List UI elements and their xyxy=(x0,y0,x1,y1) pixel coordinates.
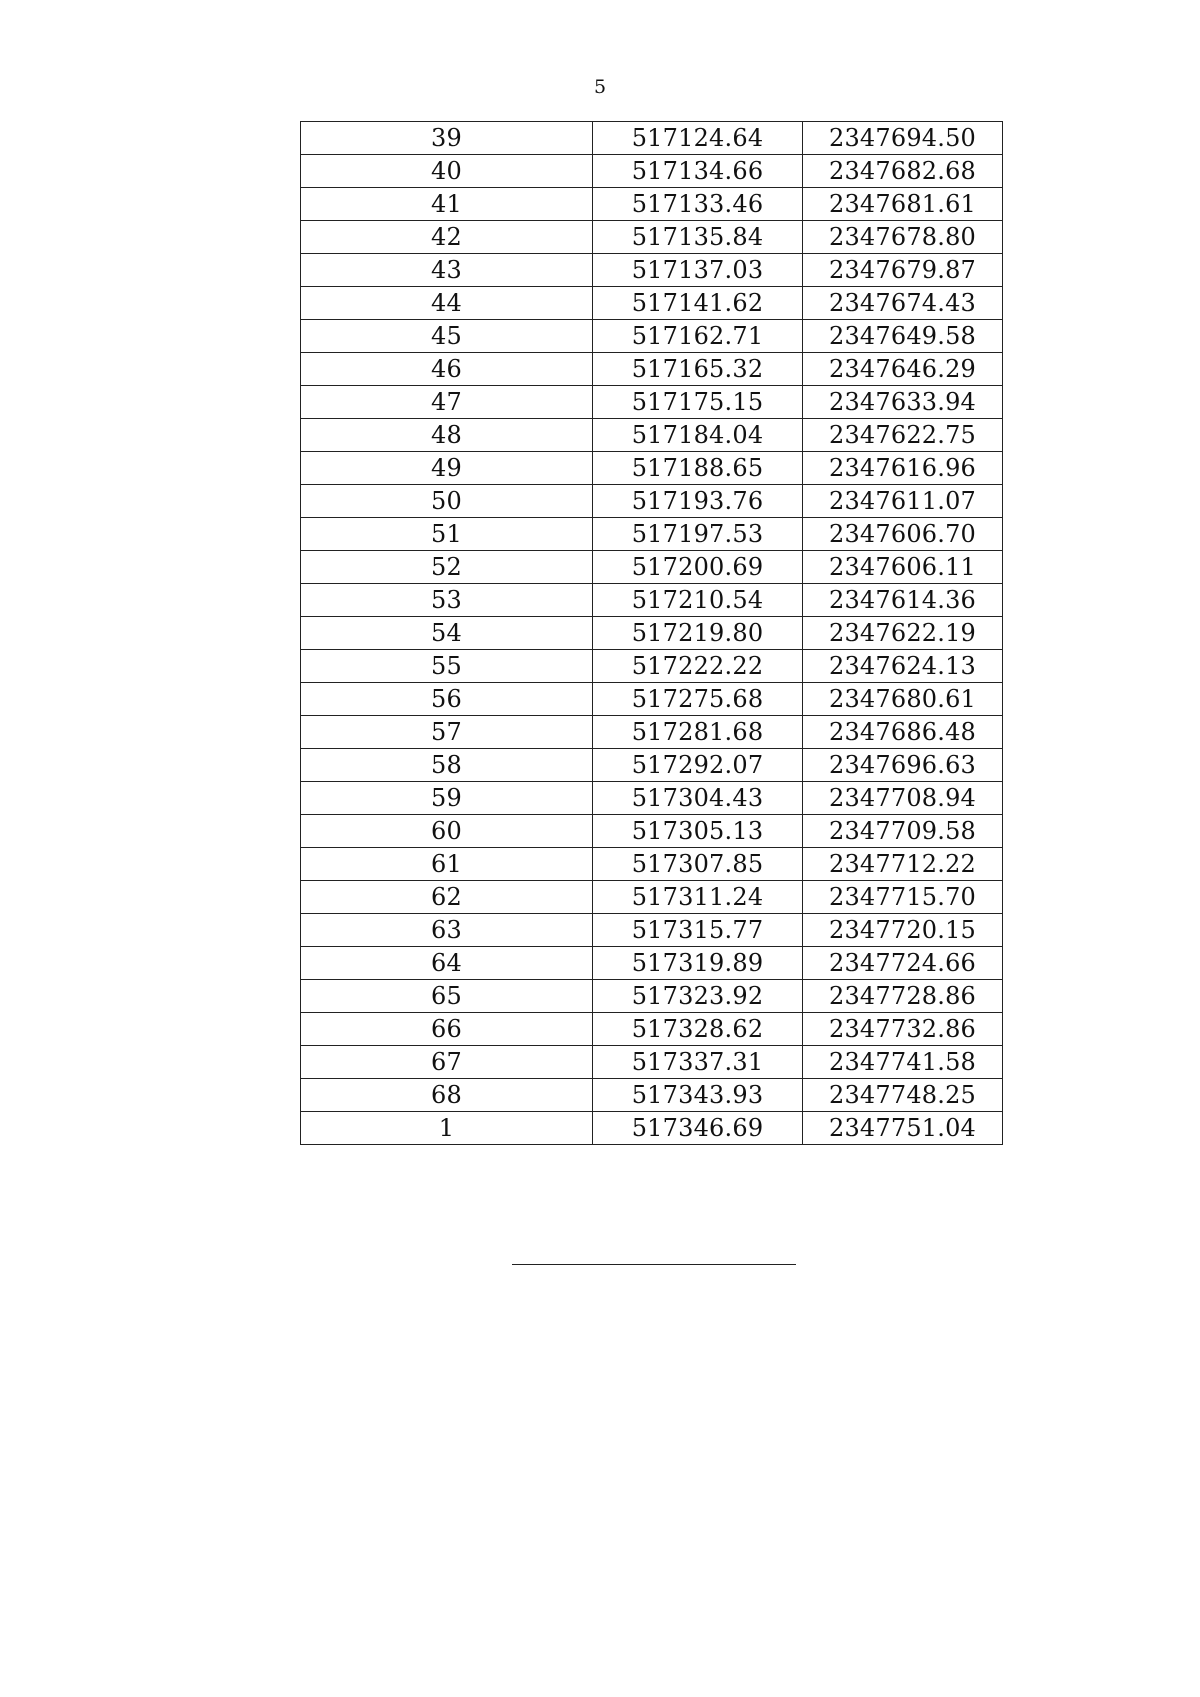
x-coordinate-cell: 517124.64 xyxy=(593,122,803,155)
y-coordinate-cell: 2347606.70 xyxy=(803,518,1003,551)
y-coordinate-cell: 2347728.86 xyxy=(803,980,1003,1013)
x-coordinate-cell: 517133.46 xyxy=(593,188,803,221)
y-coordinate-cell: 2347709.58 xyxy=(803,815,1003,848)
x-coordinate-cell: 517315.77 xyxy=(593,914,803,947)
table-row xyxy=(301,815,1003,848)
x-coordinate-cell: 517328.62 xyxy=(593,1013,803,1046)
y-coordinate-cell: 2347622.19 xyxy=(803,617,1003,650)
table-row xyxy=(301,683,1003,716)
y-coordinate-cell: 2347616.96 xyxy=(803,452,1003,485)
table-row xyxy=(301,1013,1003,1046)
x-coordinate-cell: 517343.93 xyxy=(593,1079,803,1112)
point-number-cell: 42 xyxy=(301,221,593,254)
x-coordinate-cell: 517165.32 xyxy=(593,353,803,386)
x-coordinate-cell: 517292.07 xyxy=(593,749,803,782)
point-number-cell: 63 xyxy=(301,914,593,947)
point-number-cell: 46 xyxy=(301,353,593,386)
point-number-cell: 57 xyxy=(301,716,593,749)
table-row xyxy=(301,287,1003,320)
y-coordinate-cell: 2347708.94 xyxy=(803,782,1003,815)
point-number-cell: 45 xyxy=(301,320,593,353)
table-row xyxy=(301,914,1003,947)
coordinates-table xyxy=(300,121,1003,1145)
table-row xyxy=(301,584,1003,617)
table-row xyxy=(301,848,1003,881)
point-number-cell: 68 xyxy=(301,1079,593,1112)
x-coordinate-cell: 517346.69 xyxy=(593,1112,803,1145)
y-coordinate-cell: 2347682.68 xyxy=(803,155,1003,188)
signature-line xyxy=(512,1264,796,1265)
point-number-cell: 62 xyxy=(301,881,593,914)
table-row xyxy=(301,716,1003,749)
y-coordinate-cell: 2347732.86 xyxy=(803,1013,1003,1046)
point-number-cell: 59 xyxy=(301,782,593,815)
x-coordinate-cell: 517184.04 xyxy=(593,419,803,452)
point-number-cell: 41 xyxy=(301,188,593,221)
table-row xyxy=(301,551,1003,584)
point-number-cell: 44 xyxy=(301,287,593,320)
y-coordinate-cell: 2347681.61 xyxy=(803,188,1003,221)
y-coordinate-cell: 2347694.50 xyxy=(803,122,1003,155)
point-number-cell: 67 xyxy=(301,1046,593,1079)
table-row xyxy=(301,749,1003,782)
x-coordinate-cell: 517188.65 xyxy=(593,452,803,485)
table-row xyxy=(301,419,1003,452)
table-row xyxy=(301,650,1003,683)
point-number-cell: 61 xyxy=(301,848,593,881)
point-number-cell: 64 xyxy=(301,947,593,980)
point-number-cell: 55 xyxy=(301,650,593,683)
x-coordinate-cell: 517337.31 xyxy=(593,1046,803,1079)
table-row xyxy=(301,1046,1003,1079)
point-number-cell: 60 xyxy=(301,815,593,848)
y-coordinate-cell: 2347649.58 xyxy=(803,320,1003,353)
table-row xyxy=(301,518,1003,551)
table-row xyxy=(301,1112,1003,1145)
table-row xyxy=(301,386,1003,419)
x-coordinate-cell: 517135.84 xyxy=(593,221,803,254)
x-coordinate-cell: 517304.43 xyxy=(593,782,803,815)
x-coordinate-cell: 517134.66 xyxy=(593,155,803,188)
table-row xyxy=(301,947,1003,980)
point-number-cell: 66 xyxy=(301,1013,593,1046)
x-coordinate-cell: 517175.15 xyxy=(593,386,803,419)
y-coordinate-cell: 2347622.75 xyxy=(803,419,1003,452)
table-row xyxy=(301,320,1003,353)
x-coordinate-cell: 517281.68 xyxy=(593,716,803,749)
coordinates-table-body xyxy=(301,122,1003,1145)
x-coordinate-cell: 517305.13 xyxy=(593,815,803,848)
point-number-cell: 58 xyxy=(301,749,593,782)
point-number-cell: 40 xyxy=(301,155,593,188)
point-number-cell: 51 xyxy=(301,518,593,551)
y-coordinate-cell: 2347720.15 xyxy=(803,914,1003,947)
point-number-cell: 49 xyxy=(301,452,593,485)
table-row xyxy=(301,485,1003,518)
y-coordinate-cell: 2347741.58 xyxy=(803,1046,1003,1079)
table-row xyxy=(301,155,1003,188)
table-row xyxy=(301,980,1003,1013)
y-coordinate-cell: 2347624.13 xyxy=(803,650,1003,683)
x-coordinate-cell: 517210.54 xyxy=(593,584,803,617)
y-coordinate-cell: 2347680.61 xyxy=(803,683,1003,716)
x-coordinate-cell: 517197.53 xyxy=(593,518,803,551)
point-number-cell: 43 xyxy=(301,254,593,287)
point-number-cell: 65 xyxy=(301,980,593,1013)
table-row xyxy=(301,254,1003,287)
x-coordinate-cell: 517200.69 xyxy=(593,551,803,584)
table-row xyxy=(301,1079,1003,1112)
point-number-cell: 56 xyxy=(301,683,593,716)
y-coordinate-cell: 2347715.70 xyxy=(803,881,1003,914)
point-number-cell: 54 xyxy=(301,617,593,650)
x-coordinate-cell: 517193.76 xyxy=(593,485,803,518)
point-number-cell: 52 xyxy=(301,551,593,584)
y-coordinate-cell: 2347646.29 xyxy=(803,353,1003,386)
point-number-cell: 1 xyxy=(301,1112,593,1145)
point-number-cell: 47 xyxy=(301,386,593,419)
y-coordinate-cell: 2347678.80 xyxy=(803,221,1003,254)
page-number: 5 xyxy=(593,76,607,98)
table-row xyxy=(301,617,1003,650)
point-number-cell: 50 xyxy=(301,485,593,518)
table-row xyxy=(301,881,1003,914)
x-coordinate-cell: 517137.03 xyxy=(593,254,803,287)
y-coordinate-cell: 2347611.07 xyxy=(803,485,1003,518)
x-coordinate-cell: 517162.71 xyxy=(593,320,803,353)
point-number-cell: 39 xyxy=(301,122,593,155)
x-coordinate-cell: 517141.62 xyxy=(593,287,803,320)
x-coordinate-cell: 517319.89 xyxy=(593,947,803,980)
y-coordinate-cell: 2347751.04 xyxy=(803,1112,1003,1145)
x-coordinate-cell: 517323.92 xyxy=(593,980,803,1013)
y-coordinate-cell: 2347696.63 xyxy=(803,749,1003,782)
x-coordinate-cell: 517307.85 xyxy=(593,848,803,881)
y-coordinate-cell: 2347674.43 xyxy=(803,287,1003,320)
x-coordinate-cell: 517311.24 xyxy=(593,881,803,914)
y-coordinate-cell: 2347748.25 xyxy=(803,1079,1003,1112)
y-coordinate-cell: 2347614.36 xyxy=(803,584,1003,617)
table-row xyxy=(301,122,1003,155)
point-number-cell: 48 xyxy=(301,419,593,452)
y-coordinate-cell: 2347724.66 xyxy=(803,947,1003,980)
y-coordinate-cell: 2347686.48 xyxy=(803,716,1003,749)
table-row xyxy=(301,353,1003,386)
point-number-cell: 53 xyxy=(301,584,593,617)
y-coordinate-cell: 2347606.11 xyxy=(803,551,1003,584)
x-coordinate-cell: 517222.22 xyxy=(593,650,803,683)
y-coordinate-cell: 2347633.94 xyxy=(803,386,1003,419)
x-coordinate-cell: 517275.68 xyxy=(593,683,803,716)
table-row xyxy=(301,782,1003,815)
table-row xyxy=(301,188,1003,221)
y-coordinate-cell: 2347679.87 xyxy=(803,254,1003,287)
table-row xyxy=(301,221,1003,254)
y-coordinate-cell: 2347712.22 xyxy=(803,848,1003,881)
table-row xyxy=(301,452,1003,485)
x-coordinate-cell: 517219.80 xyxy=(593,617,803,650)
